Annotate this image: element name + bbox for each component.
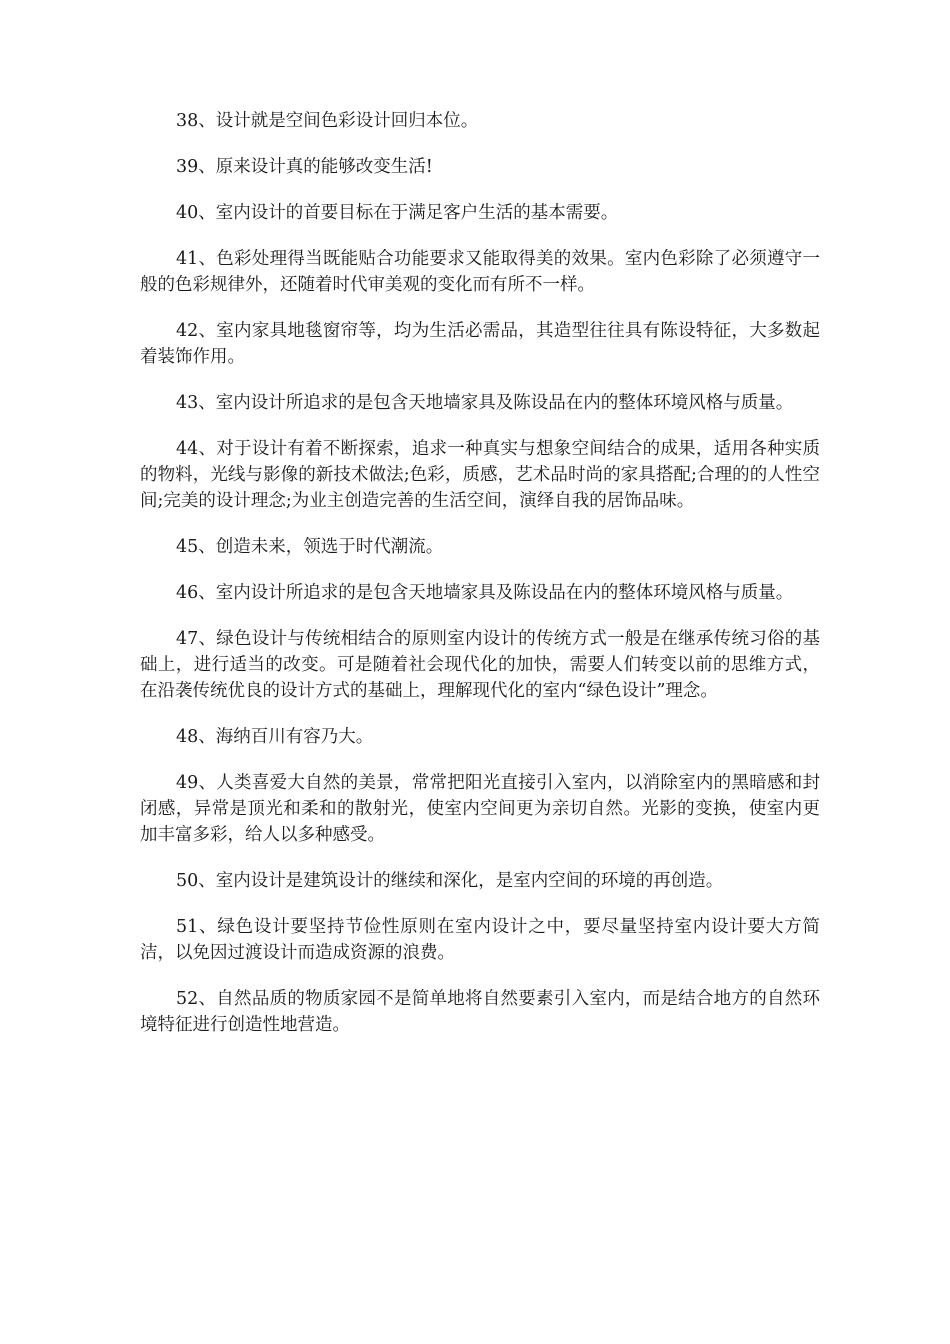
paragraph-49: 49、人类喜爱大自然的美景，常常把阳光直接引入室内，以消除室内的黑暗感和封闭感，异常是顶光和柔和的散射光，使室内空间更为亲切自然。光影的变换，使室内更加丰富多彩，给人以多种感受。	[140, 773, 820, 845]
paragraph-44: 44、对于设计有着不断探索，追求一种真实与想象空间结合的成果，适用各种实质的物料，光线与影像的新技术做法;色彩，质感，艺术品时尚的家具搭配;合理的的人性空间;完美的设计理念;为业主创造完善的生活空间，演绎自我的居饰品味。	[140, 439, 820, 511]
paragraph-43: 43、室内设计所追求的是包含天地墙家具及陈设品在内的整体环境风格与质量。	[176, 393, 794, 413]
paragraph-48: 48、海纳百川有容乃大。	[176, 727, 374, 747]
paragraph-50: 50、室内设计是建筑设计的继续和深化，是室内空间的环境的再创造。	[176, 871, 724, 891]
paragraph-41: 41、色彩处理得当既能贴合功能要求又能取得美的效果。室内色彩除了必须遵守一般的色彩规律外，还随着时代审美观的变化而有所不一样。	[140, 249, 820, 295]
paragraph-42: 42、室内家具地毯窗帘等，均为生活必需品，其造型往往具有陈设特征，大多数起着装饰作用。	[140, 321, 820, 367]
paragraph-39: 39、原来设计真的能够改变生活!	[176, 157, 433, 177]
paragraph-38: 38、设计就是空间色彩设计回归本位。	[176, 111, 479, 131]
paragraph-45: 45、创造未来，领选于时代潮流。	[176, 537, 444, 557]
paragraph-51: 51、绿色设计要坚持节俭性原则在室内设计之中，要尽量坚持室内设计要大方简洁，以免因过渡设计而造成资源的浪费。	[140, 917, 820, 963]
paragraph-47: 47、绿色设计与传统相结合的原则室内设计的传统方式一般是在继承传统习俗的基础上，进行适当的改变。可是随着社会现代化的加快，需要人们转变以前的思维方式，在沿袭传统优良的设计方式的基础上，理解现代化的室内“绿色设计”理念。	[140, 629, 820, 701]
paragraph-52: 52、自然品质的物质家园不是简单地将自然要素引入室内，而是结合地方的自然环境特征进行创造性地营造。	[140, 989, 820, 1035]
paragraph-46: 46、室内设计所追求的是包含天地墙家具及陈设品在内的整体环境风格与质量。	[176, 583, 794, 603]
document-body	[140, 108, 820, 1058]
paragraph-40: 40、室内设计的首要目标在于满足客户生活的基本需要。	[176, 203, 619, 223]
